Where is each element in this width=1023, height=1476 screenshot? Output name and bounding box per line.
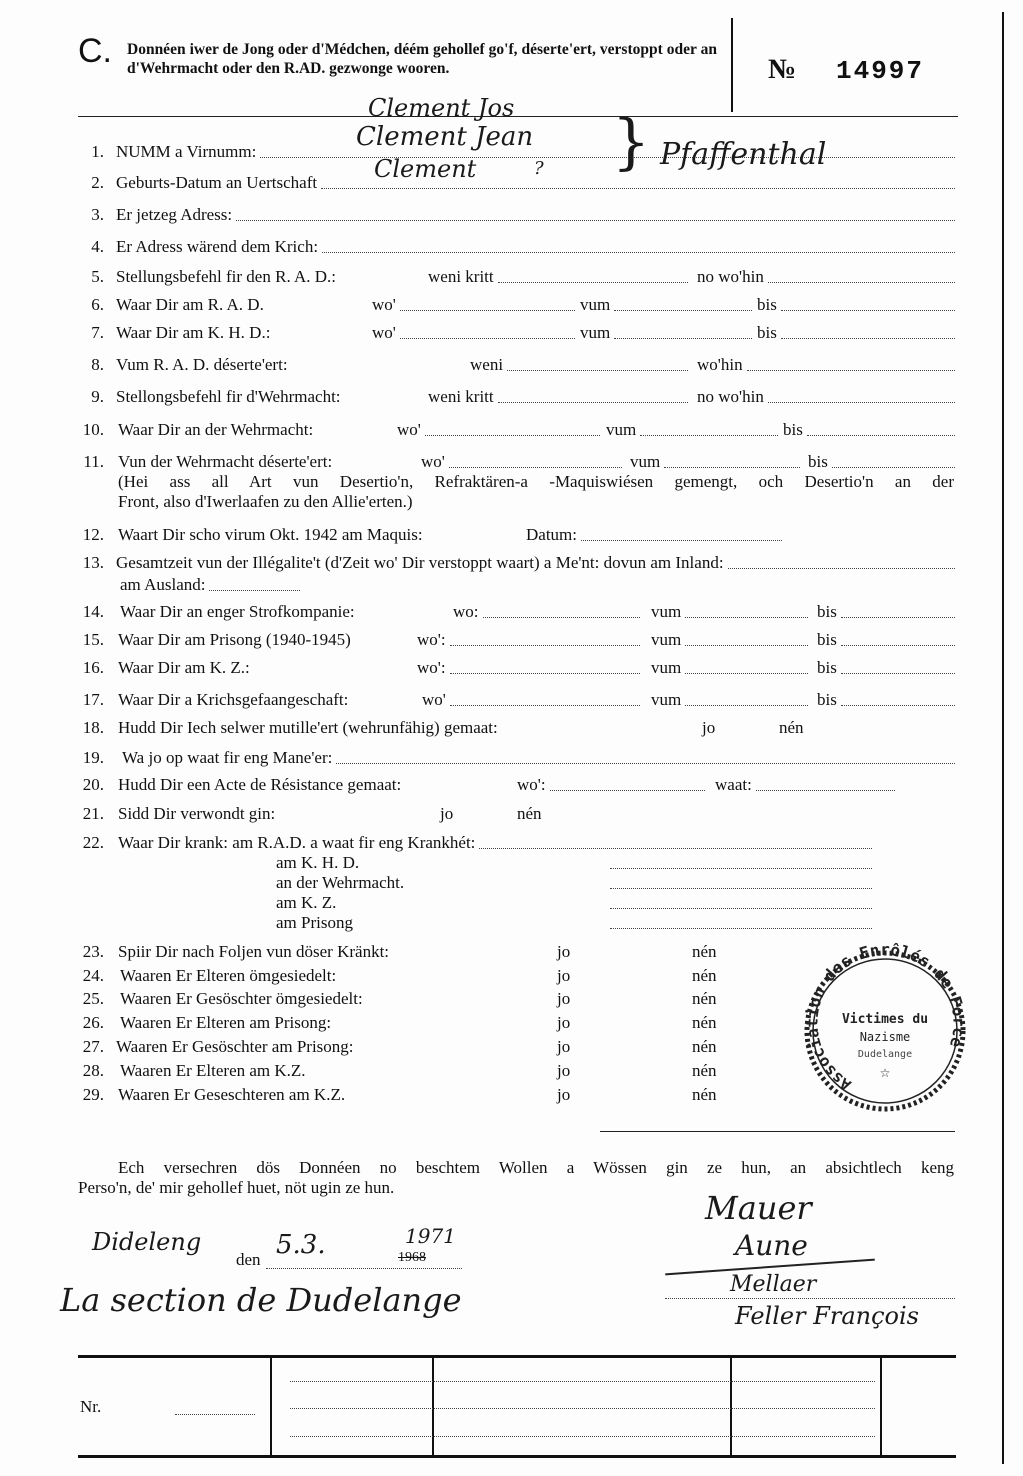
answer-field[interactable] xyxy=(781,310,955,311)
answer-field[interactable] xyxy=(425,435,600,436)
item-label: vum xyxy=(651,602,682,621)
handwritten-brace: } xyxy=(612,107,651,177)
header-divider xyxy=(731,18,733,112)
signature-line xyxy=(665,1298,955,1299)
item-label: weni kritt xyxy=(428,267,494,286)
item-number: 23. xyxy=(82,942,104,961)
item-number: 29. xyxy=(82,1085,104,1104)
handwritten-place: Pfaffenthal xyxy=(660,137,827,172)
item-label: am Ausland: xyxy=(120,575,206,594)
item-label: wo'hin xyxy=(697,355,743,374)
item-label: jo xyxy=(557,966,571,985)
item-label: nén xyxy=(517,804,542,823)
item-label: nén xyxy=(779,718,804,737)
item-label: bis xyxy=(808,452,828,471)
item-label: Waaren Er Elteren ömgesiedelt: xyxy=(120,966,337,985)
item-11-note: (Hei ass all Art vun Desertio'n, Refraktären-a -Maquiswiésen gemengt, och Desertio'n an der xyxy=(118,472,954,491)
item-label: Spiir Dir nach Foljen vun döser Kränkt: xyxy=(118,942,390,961)
item-label: Waaren Er Geseschteren am K.Z. xyxy=(118,1085,346,1104)
table-divider xyxy=(432,1356,434,1456)
item-label: NUMM a Virnumm: xyxy=(116,142,257,161)
item-label: nén xyxy=(692,989,717,1008)
item-number: 13. xyxy=(82,553,104,572)
answer-field[interactable] xyxy=(550,790,705,791)
nr-label: Nr. xyxy=(80,1397,102,1416)
item-label: bis xyxy=(817,690,837,709)
item-label: Datum: xyxy=(526,525,577,544)
answer-field[interactable] xyxy=(336,763,955,764)
answer-field[interactable] xyxy=(400,310,575,311)
answer-field[interactable] xyxy=(685,645,808,646)
section-rule xyxy=(600,1131,955,1132)
item-label: Stellungsbefehl fir den R. A. D.: xyxy=(116,267,337,286)
stamp-ring-text: Association des Enrôlés de Force xyxy=(802,939,969,1096)
table-dotted-row xyxy=(290,1408,875,1409)
item-label: Er jetzeg Adress: xyxy=(116,205,233,224)
answer-field[interactable] xyxy=(450,705,640,706)
item-label: jo xyxy=(557,1085,571,1104)
item-label: vum xyxy=(606,420,637,439)
handwritten-section: La section de Dudelange xyxy=(60,1281,462,1319)
answer-field[interactable] xyxy=(450,673,640,674)
item-number: 15. xyxy=(82,630,104,649)
item-number: 19. xyxy=(82,748,104,767)
item-label: vum xyxy=(580,295,611,314)
item-label: nén xyxy=(692,1013,717,1032)
signature: Aune xyxy=(735,1229,808,1262)
item-number: 2. xyxy=(91,173,104,192)
item-label: Waar Dir am R. A. D. xyxy=(116,295,264,314)
answer-field[interactable] xyxy=(747,370,955,371)
handwritten-city: Dideleng xyxy=(92,1228,202,1256)
item-label: nén xyxy=(692,1037,717,1056)
header-rule xyxy=(78,116,958,117)
item-number: 22. xyxy=(82,833,104,852)
answer-field[interactable] xyxy=(498,402,688,403)
stamp-text: Dudelange xyxy=(857,1049,913,1060)
answer-field[interactable] xyxy=(610,908,872,909)
stamp-text: Nazisme xyxy=(859,1030,911,1044)
answer-field[interactable] xyxy=(610,888,872,889)
item-label: jo xyxy=(557,989,571,1008)
form-title: Donnéen iwer de Jong oder d'Médchen, déém gehollef go'f, déserte'ert, verstoppt oder an d'Wehrmacht oder den R.AD. gezwonge wooren. xyxy=(127,41,717,77)
answer-field[interactable] xyxy=(450,645,640,646)
item-number: 3. xyxy=(91,205,104,224)
item-label: Waaren Er Elteren am K.Z. xyxy=(120,1061,306,1080)
item-label: an der Wehrmacht. xyxy=(276,873,405,892)
item-label: bis xyxy=(817,602,837,621)
nr-field[interactable] xyxy=(175,1414,255,1415)
item-label: no wo'hin xyxy=(697,267,764,286)
item-number: 17. xyxy=(82,690,104,709)
item-number: 5. xyxy=(91,267,104,286)
item-label: wo' xyxy=(422,690,446,709)
item-label: vum xyxy=(580,323,611,342)
item-label: Waar Dir am K. H. D.: xyxy=(116,323,271,342)
answer-field[interactable] xyxy=(479,848,872,849)
answer-field[interactable] xyxy=(807,435,955,436)
item-label: vum xyxy=(651,630,682,649)
item-number: 7. xyxy=(91,323,104,342)
right-border xyxy=(1002,12,1004,1464)
struck-year: 1968 xyxy=(398,1250,426,1265)
answer-field[interactable] xyxy=(685,617,808,618)
item-label: am Prisong xyxy=(276,913,353,932)
item-label: wo' xyxy=(421,452,445,471)
answer-field[interactable] xyxy=(400,338,575,339)
association-stamp xyxy=(800,935,970,1130)
item-number: 24. xyxy=(82,966,104,985)
item-number: 11. xyxy=(83,452,104,471)
table-top-rule xyxy=(78,1355,956,1358)
answer-field[interactable] xyxy=(321,188,955,189)
item-label: vum xyxy=(630,452,661,471)
item-label: wo': xyxy=(517,775,546,794)
answer-field[interactable] xyxy=(610,868,872,869)
item-label: am K. Z. xyxy=(276,893,337,912)
item-label: Vun der Wehrmacht déserte'ert: xyxy=(118,452,333,471)
item-number: 25. xyxy=(82,989,104,1008)
answer-field[interactable] xyxy=(685,705,808,706)
item-label: jo xyxy=(557,1061,571,1080)
item-label: nén xyxy=(692,1061,717,1080)
item-label: Waart Dir scho virum Okt. 1942 am Maquis: xyxy=(118,525,423,544)
item-label: jo xyxy=(557,1037,571,1056)
item-number: 1. xyxy=(91,142,104,161)
answer-field[interactable] xyxy=(768,282,955,283)
answer-field[interactable] xyxy=(841,645,955,646)
table-divider xyxy=(270,1356,272,1456)
item-label: Waar Dir am Prisong (1940-1945) xyxy=(118,630,351,649)
item-label: Geburts-Datum an Uertschaft xyxy=(116,173,318,192)
item-label: wo: xyxy=(453,602,479,621)
answer-field[interactable] xyxy=(483,617,640,618)
answer-field[interactable] xyxy=(640,435,778,436)
item-label: bis xyxy=(757,323,777,342)
answer-field[interactable] xyxy=(664,467,800,468)
signature: Mellaer xyxy=(730,1272,817,1297)
handwritten-name: Clement Jean xyxy=(356,122,534,152)
handwritten-date: 5.3. xyxy=(276,1230,326,1260)
item-label: bis xyxy=(783,420,803,439)
item-number: 21. xyxy=(82,804,104,823)
item-label: Wa jo op waat fir eng Mane'er: xyxy=(122,748,333,767)
item-label: jo xyxy=(702,718,716,737)
item-number: 4. xyxy=(91,237,104,256)
item-label: Sidd Dir verwondt gin: xyxy=(118,804,276,823)
item-label: Waar Dir a Krichsgefaangeschaft: xyxy=(118,690,349,709)
item-label: no wo'hin xyxy=(697,387,764,406)
table-divider xyxy=(730,1356,732,1456)
item-number: 26. xyxy=(82,1013,104,1032)
answer-field[interactable] xyxy=(507,370,688,371)
item-label: vum xyxy=(651,658,682,677)
item-label: nén xyxy=(692,1085,717,1104)
answer-field[interactable] xyxy=(581,540,782,541)
item-label: Waar Dir an der Wehrmacht: xyxy=(118,420,314,439)
item-label: jo xyxy=(557,1013,571,1032)
item-11-note: Front, also d'Iwerlaafen zu den Allie'erten.) xyxy=(118,492,413,511)
form-number: 14997 xyxy=(836,56,925,86)
answer-field[interactable] xyxy=(841,673,955,674)
signature: Feller François xyxy=(735,1302,919,1330)
answer-field[interactable] xyxy=(832,467,955,468)
answer-field[interactable] xyxy=(841,705,955,706)
item-label: Waar Dir an enger Strofkompanie: xyxy=(120,602,355,621)
item-number: 12. xyxy=(82,525,104,544)
item-number: 18. xyxy=(82,718,104,737)
answer-field[interactable] xyxy=(209,590,300,591)
item-label: weni xyxy=(470,355,504,374)
item-label: Stellongsbefehl fir d'Wehrmacht: xyxy=(116,387,341,406)
answer-field[interactable] xyxy=(756,790,895,791)
item-label: am K. H. D. xyxy=(276,853,360,872)
item-label: Gesamtzeit vun der Illégalite't (d'Zeit wo' Dir verstoppt waart) a Me'nt: dovun am Inland: xyxy=(116,553,724,572)
answer-field[interactable] xyxy=(614,338,752,339)
item-label: wo' xyxy=(397,420,421,439)
handwritten-name: Clement xyxy=(374,155,477,183)
answer-field[interactable] xyxy=(841,617,955,618)
declaration-text: Perso'n, de' mir gehollef huet, nöt ugin ze hun. xyxy=(78,1178,395,1197)
handwritten-year: 1971 xyxy=(405,1224,456,1248)
item-label: Vum R. A. D. déserte'ert: xyxy=(116,355,288,374)
item-label: bis xyxy=(817,630,837,649)
item-number: 14. xyxy=(82,602,104,621)
answer-field[interactable] xyxy=(610,928,872,929)
signature: Mauer xyxy=(705,1189,812,1227)
item-label: Waar Dir krank: am R.A.D. a waat fir eng Krankhét: xyxy=(118,833,476,852)
item-label: bis xyxy=(757,295,777,314)
item-label: wo' xyxy=(372,295,396,314)
item-number: 16. xyxy=(82,658,104,677)
section-letter: C. xyxy=(78,32,112,70)
star-icon: ☆ xyxy=(879,1066,891,1080)
answer-field[interactable] xyxy=(728,568,955,569)
item-label: Er Adress wärend dem Krich: xyxy=(116,237,319,256)
item-label: vum xyxy=(651,690,682,709)
item-label: Waaren Er Elteren am Prisong: xyxy=(120,1013,332,1032)
date-label: den xyxy=(236,1250,261,1269)
table-divider xyxy=(880,1356,882,1456)
item-label: Hudd Dir Iech selwer mutille'ert (wehrunfähig) gemaat: xyxy=(118,718,498,737)
item-label: wo' xyxy=(372,323,396,342)
item-label: bis xyxy=(817,658,837,677)
item-number: 9. xyxy=(91,387,104,406)
item-number: 20. xyxy=(82,775,104,794)
item-number: 6. xyxy=(91,295,104,314)
date-line xyxy=(266,1268,462,1269)
answer-field[interactable] xyxy=(322,252,955,253)
item-number: 10. xyxy=(82,420,104,439)
table-dotted-row xyxy=(290,1436,875,1437)
table-dotted-row xyxy=(290,1381,875,1382)
item-label: jo xyxy=(557,942,571,961)
table-bottom-rule xyxy=(78,1455,956,1458)
answer-field[interactable] xyxy=(449,467,622,468)
number-sign: № xyxy=(768,54,797,85)
item-label: weni kritt xyxy=(428,387,494,406)
item-label: wo': xyxy=(417,658,446,677)
handwritten-mark: ? xyxy=(534,158,544,179)
item-label: nén xyxy=(692,966,717,985)
item-label: nén xyxy=(692,942,717,961)
item-number: 27. xyxy=(82,1037,104,1056)
item-label: wo': xyxy=(417,630,446,649)
item-number: 28. xyxy=(82,1061,104,1080)
item-number: 8. xyxy=(91,355,104,374)
item-label: Waaren Er Gesöschter am Prisong: xyxy=(116,1037,354,1056)
answer-field[interactable] xyxy=(768,402,955,403)
answer-field[interactable] xyxy=(498,282,688,283)
item-label: Waaren Er Gesöschter ömgesiedelt: xyxy=(120,989,363,1008)
answer-field[interactable] xyxy=(685,673,808,674)
item-label: jo xyxy=(440,804,454,823)
item-label: Waar Dir am K. Z.: xyxy=(118,658,250,677)
answer-field[interactable] xyxy=(236,220,955,221)
declaration-text: Ech versechren dös Donnéen no beschtem Wollen a Wössen gin ze hun, an absichtlech keng xyxy=(118,1158,954,1177)
item-label: Hudd Dir een Acte de Résistance gemaat: xyxy=(118,775,402,794)
handwritten-name: Clement Jos xyxy=(368,94,515,122)
answer-field[interactable] xyxy=(614,310,752,311)
item-label: waat: xyxy=(715,775,752,794)
answer-field[interactable] xyxy=(781,338,955,339)
answer-field[interactable] xyxy=(260,157,955,158)
stamp-text: Victimes du xyxy=(841,1012,929,1027)
